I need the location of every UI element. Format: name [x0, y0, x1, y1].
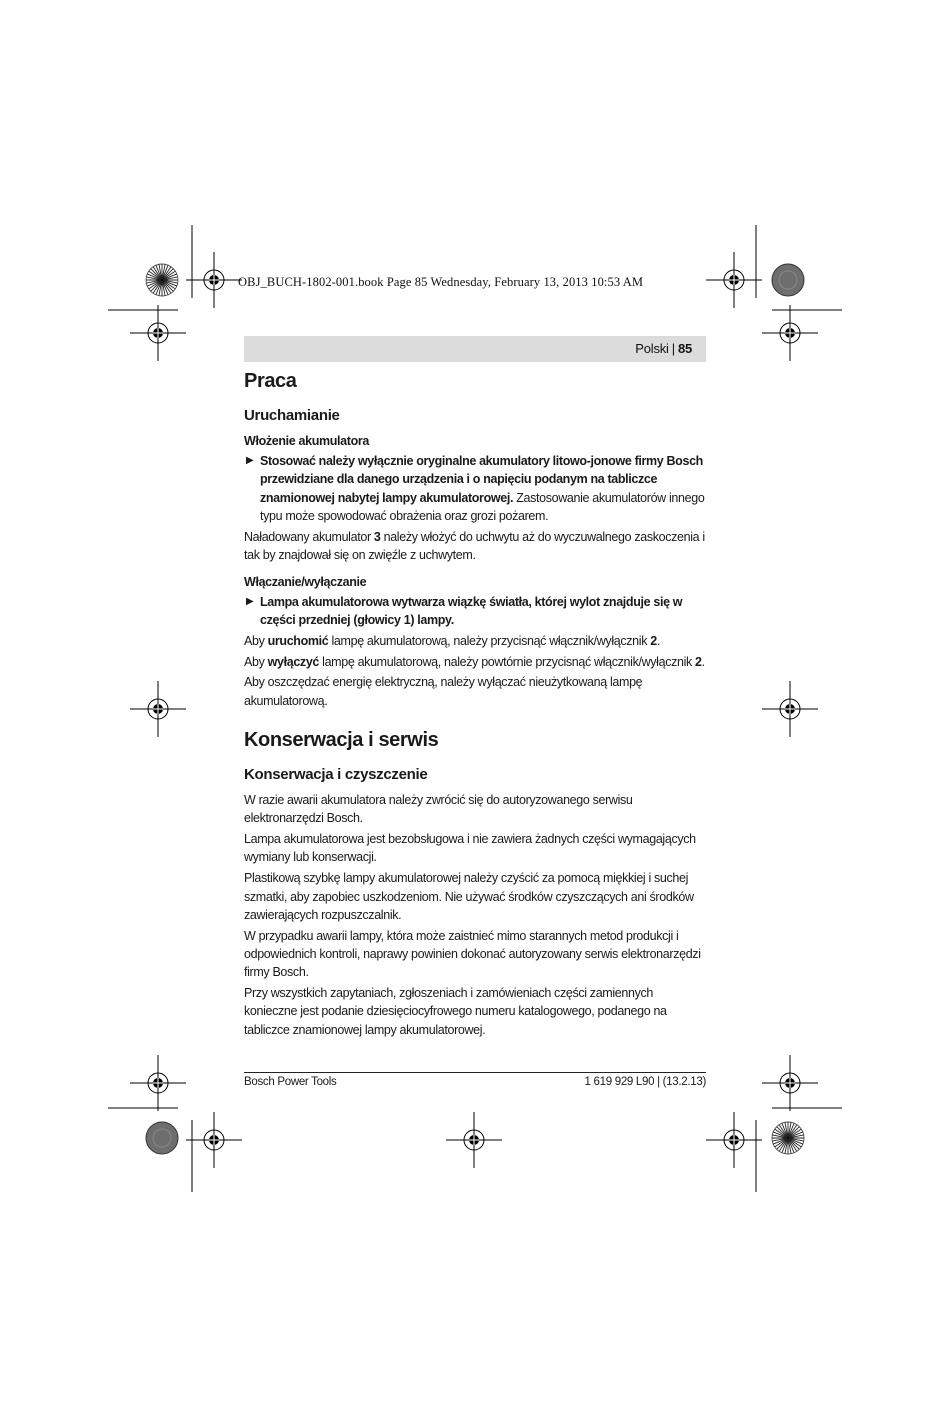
subsection-title-uruchamianie: Uruchamianie	[244, 407, 340, 424]
text: .	[656, 633, 660, 648]
light-beam-warning-bold: Lampa akumulatorowa wytwarza wiązkę światła, której wylot znajduje się w części przedniej (głowicy 1) lampy.	[260, 594, 683, 628]
page-header	[635, 341, 692, 356]
switch-off-paragraph	[244, 653, 706, 671]
text: należy włożyć do uchwytu aż do wyczuwalnego zaskoczenia i tak by znajdował się on zwięźle z uchwytem.	[244, 529, 705, 562]
text: .	[701, 654, 705, 669]
section-title-praca: Praca	[244, 370, 297, 392]
part-number: 2	[695, 654, 702, 669]
section-title-konserwacja: Konserwacja i serwis	[244, 729, 439, 752]
header-separator: |	[671, 341, 675, 356]
footer-document-number: 1 619 929 L90 | (13.2.13)	[584, 1076, 706, 1088]
book-file-info: OBJ_BUCH-1802-001.book Page 85 Wednesday, February 13, 2013 10:53 AM	[238, 275, 644, 289]
energy-saving-paragraph: Aby oszczędzać energię elektryczną, należy wyłączać nieużytkowaną lampę akumulatorową.	[244, 675, 643, 708]
text: lampę akumulatorową, należy powtórnie przycisnąć włącznik/wyłącznik	[319, 654, 696, 669]
maintenance-paragraph: Przy wszystkich zapytaniach, zgłoszeniach i zamówieniach części zamiennych konieczne jest podanie dziesięciocyfrowego numeru katalogowego, podanego na tabliczce znamionowej lampy akumulatorowej.	[244, 986, 667, 1037]
light-beam-warning	[244, 593, 706, 630]
battery-warning-bold: Stosować należy wyłącznie oryginalne akumulatory litowo-jonowe firmy Bosch przewidziane dla danego urządzenia i o napięciu podanym na tabliczce znamionowej nabytej lampy akumulatorowej.	[260, 454, 703, 505]
triangle-right-icon: ▶	[246, 455, 254, 466]
subsection-title-konserwacja-czyszczenie: Konserwacja i czyszczenie	[244, 766, 428, 784]
heading-wlaczanie-wylaczanie: Włączanie/wyłączanie	[244, 574, 367, 589]
battery-warning	[244, 452, 706, 525]
battery-warning-text: Zastosowanie akumulatorów innego typu może spowodować obrażenia oraz grozi pożarem.	[260, 490, 705, 523]
maintenance-paragraph: Plastikową szybkę lampy akumulatorowej należy czyścić za pomocą miękkiej i suchej szmatki, aby zapobiec uszkodzeniom. Nie używać środków czyszczących ani środków zawierających rozpuszczalnik.	[244, 871, 694, 922]
footer-publisher: Bosch Power Tools	[244, 1076, 337, 1088]
text: Aby	[244, 654, 268, 669]
maintenance-paragraph: W przypadku awarii lampy, która może zaistnieć mimo starannych metod produkcji i odpowiednich kontroli, naprawy powinien dokonać autoryzowany serwis elektronarzędzi firmy Bosch.	[244, 928, 701, 980]
page-content	[244, 368, 706, 1041]
battery-insert-paragraph	[244, 528, 706, 565]
maintenance-paragraph: Lampa akumulatorowa jest bezobsługowa i nie zawiera żadnych części wymagających wymiany lub konserwacji.	[244, 832, 696, 865]
text: lampę akumulatorową, należy przycisnąć włącznik/wyłącznik	[328, 633, 651, 648]
emphasis: wyłączyć	[267, 654, 320, 669]
switch-on-paragraph	[244, 632, 706, 650]
page-header-bar	[244, 336, 706, 362]
page-number: 85	[677, 341, 692, 356]
heading-wlozenie-akumulatora: Włożenie akumulatora	[244, 434, 369, 448]
maintenance-paragraph: W razie awarii akumulatora należy zwrócić się do autoryzowanego serwisu elektronarzędzi Bosch.	[244, 793, 633, 826]
language-label: Polski	[635, 341, 669, 356]
text: Naładowany akumulator	[244, 529, 374, 544]
text: Aby	[244, 633, 268, 648]
part-number: 3	[373, 529, 381, 544]
emphasis: uruchomić	[267, 633, 329, 648]
part-number: 2	[650, 633, 657, 648]
footer-divider	[244, 1072, 706, 1073]
triangle-right-icon: ▶	[246, 595, 254, 607]
